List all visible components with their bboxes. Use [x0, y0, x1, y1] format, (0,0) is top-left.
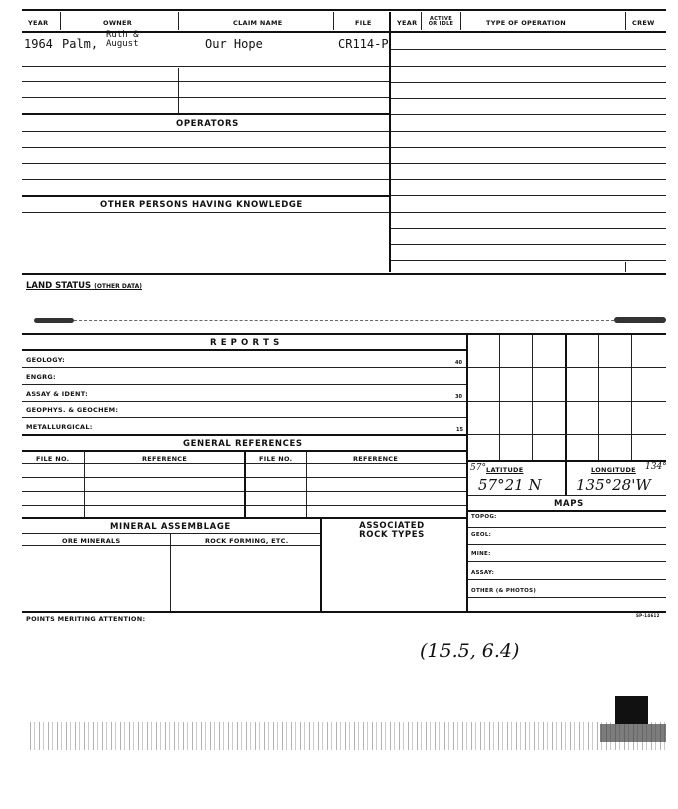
log-line [391, 98, 666, 99]
scan-black-mark [615, 696, 648, 724]
row-line [468, 597, 666, 598]
bottom-rule [22, 611, 666, 613]
col-divider [178, 12, 179, 30]
ref-file-no-2: FILE NO. [259, 455, 293, 463]
log-line [391, 131, 666, 132]
log-line [391, 147, 666, 148]
record-owner-surname: Palm, [62, 37, 99, 51]
land-status-heading [26, 281, 142, 291]
row-line [22, 66, 389, 67]
grid-line [468, 460, 666, 462]
log-line [391, 212, 666, 213]
log-line [391, 163, 666, 164]
row-line [22, 147, 389, 148]
header-file: FILE [355, 19, 372, 27]
row-line [468, 510, 666, 512]
mineral-assemblage-heading: MINERAL ASSEMBLAGE [110, 522, 231, 532]
log-line [391, 82, 666, 83]
log-line [391, 260, 666, 261]
log-line [391, 228, 666, 229]
scan-noise-band [30, 722, 668, 750]
col-divider [170, 534, 171, 611]
row-line [22, 179, 389, 180]
associated-rock-types-heading: ASSOCIATED ROCK TYPES [359, 521, 425, 540]
row-line [22, 434, 466, 436]
report-assay-num: 30 [455, 394, 462, 400]
report-geology-num: 40 [455, 360, 462, 366]
scan-smudge [614, 317, 666, 323]
grid-line [565, 335, 567, 495]
latitude-label: LATITUDE [486, 466, 524, 474]
col-divider [60, 12, 61, 30]
log-line [391, 195, 666, 196]
record-claim-name: Our Hope [205, 37, 263, 51]
ore-minerals-header: ORE MINERALS [62, 537, 121, 545]
map-topog: TOPOG: [471, 514, 497, 520]
grid-line [468, 495, 666, 496]
header-year: YEAR [28, 19, 49, 27]
row-line [22, 131, 389, 132]
longitude-suffix: 134° [645, 462, 667, 472]
latitude-value: 57°21 N [478, 476, 542, 494]
grid-line [532, 335, 533, 460]
report-geophys: GEOPHYS. & GEOCHEM: [26, 406, 119, 414]
col-divider [320, 518, 322, 611]
row-line [22, 401, 466, 402]
row-line [468, 544, 666, 545]
grid-line [468, 401, 666, 402]
col-divider [84, 451, 85, 517]
reports-right-divider [466, 333, 468, 611]
maps-heading: MAPS [554, 499, 584, 509]
record-file: CR114-P [338, 37, 389, 51]
grid-line [468, 434, 666, 435]
row-line [468, 561, 666, 562]
record-owner-line3: August [106, 39, 139, 49]
grid-line [468, 367, 666, 368]
land-status-line [74, 320, 614, 321]
map-geol: GEOL: [471, 532, 492, 538]
row-line [22, 533, 320, 534]
header-crew: CREW [632, 19, 655, 27]
map-mine: MINE: [471, 551, 491, 557]
log-line [391, 179, 666, 180]
report-metallurgical-num: 15 [456, 427, 463, 433]
land-status-note: (OTHER DATA) [94, 283, 143, 290]
section-rule [22, 273, 666, 275]
row-line [22, 195, 389, 197]
header-owner: OWNER [103, 19, 133, 27]
row-line [22, 97, 389, 98]
row-line [22, 384, 466, 385]
col-divider [178, 68, 179, 113]
ref-reference-1: REFERENCE [142, 455, 188, 463]
header-active-or-idle: ACTIVE OR IDLE [428, 16, 454, 27]
row-line [22, 417, 466, 418]
report-metallurgical: METALLURGICAL: [26, 423, 93, 431]
row-line [22, 545, 320, 546]
record-year: 1964 [24, 37, 53, 51]
row-line [22, 163, 389, 164]
col-divider [306, 451, 307, 517]
log-line [391, 244, 666, 245]
operators-heading: OPERATORS [176, 119, 239, 129]
col-divider [333, 12, 334, 30]
report-engrg: ENGRG: [26, 373, 56, 381]
reports-heading: R E P O R T S [210, 338, 280, 348]
grid-line [499, 335, 500, 460]
row-line [468, 527, 666, 528]
grid-line [598, 335, 599, 460]
row-line [22, 349, 466, 351]
map-assay: ASSAY: [471, 570, 495, 576]
row-line [22, 81, 389, 82]
map-other: OTHER (& PHOTOS) [471, 588, 537, 594]
scan-smudge [34, 318, 74, 323]
col-divider [625, 262, 626, 272]
ref-reference-2: REFERENCE [353, 455, 399, 463]
record-owner-line2: Ruth & [106, 30, 139, 40]
header-type-of-operation: TYPE OF OPERATION [486, 19, 567, 27]
row-line [22, 367, 466, 368]
points-meriting-attention: POINTS MERITING ATTENTION: [26, 615, 146, 623]
log-line [391, 66, 666, 67]
top-border [22, 9, 666, 11]
longitude-label: LONGITUDE [591, 466, 636, 474]
col-divider [244, 451, 246, 517]
row-line [22, 212, 389, 213]
header-year-2: YEAR [397, 19, 418, 27]
log-line [391, 114, 666, 115]
row-line [22, 113, 389, 115]
report-geology: GEOLOGY: [26, 356, 66, 364]
other-persons-heading: OTHER PERSONS HAVING KNOWLEDGE [100, 200, 303, 210]
row-line [22, 517, 466, 519]
form-number: SP-14612 [636, 613, 660, 618]
col-divider [625, 12, 626, 30]
scan-smudge [600, 724, 666, 742]
handwritten-coordinates: (15.5, 6.4) [420, 640, 520, 662]
log-line [391, 49, 666, 50]
longitude-value: 135°28'W [576, 476, 651, 494]
land-status-label: LAND STATUS [26, 281, 92, 291]
grid-line [631, 335, 632, 460]
general-references-heading: GENERAL REFERENCES [183, 439, 303, 449]
col-divider [460, 12, 461, 30]
ref-file-no-1: FILE NO. [36, 455, 70, 463]
header-claim-name: CLAIM NAME [233, 19, 283, 27]
reports-top-rule [22, 333, 666, 335]
rock-forming-header: ROCK FORMING, ETC. [205, 537, 289, 545]
row-line [468, 579, 666, 580]
report-assay: ASSAY & IDENT: [26, 390, 88, 398]
latitude-prefix: 57° [470, 463, 486, 473]
main-vertical-divider [389, 12, 391, 272]
col-divider [421, 12, 422, 30]
